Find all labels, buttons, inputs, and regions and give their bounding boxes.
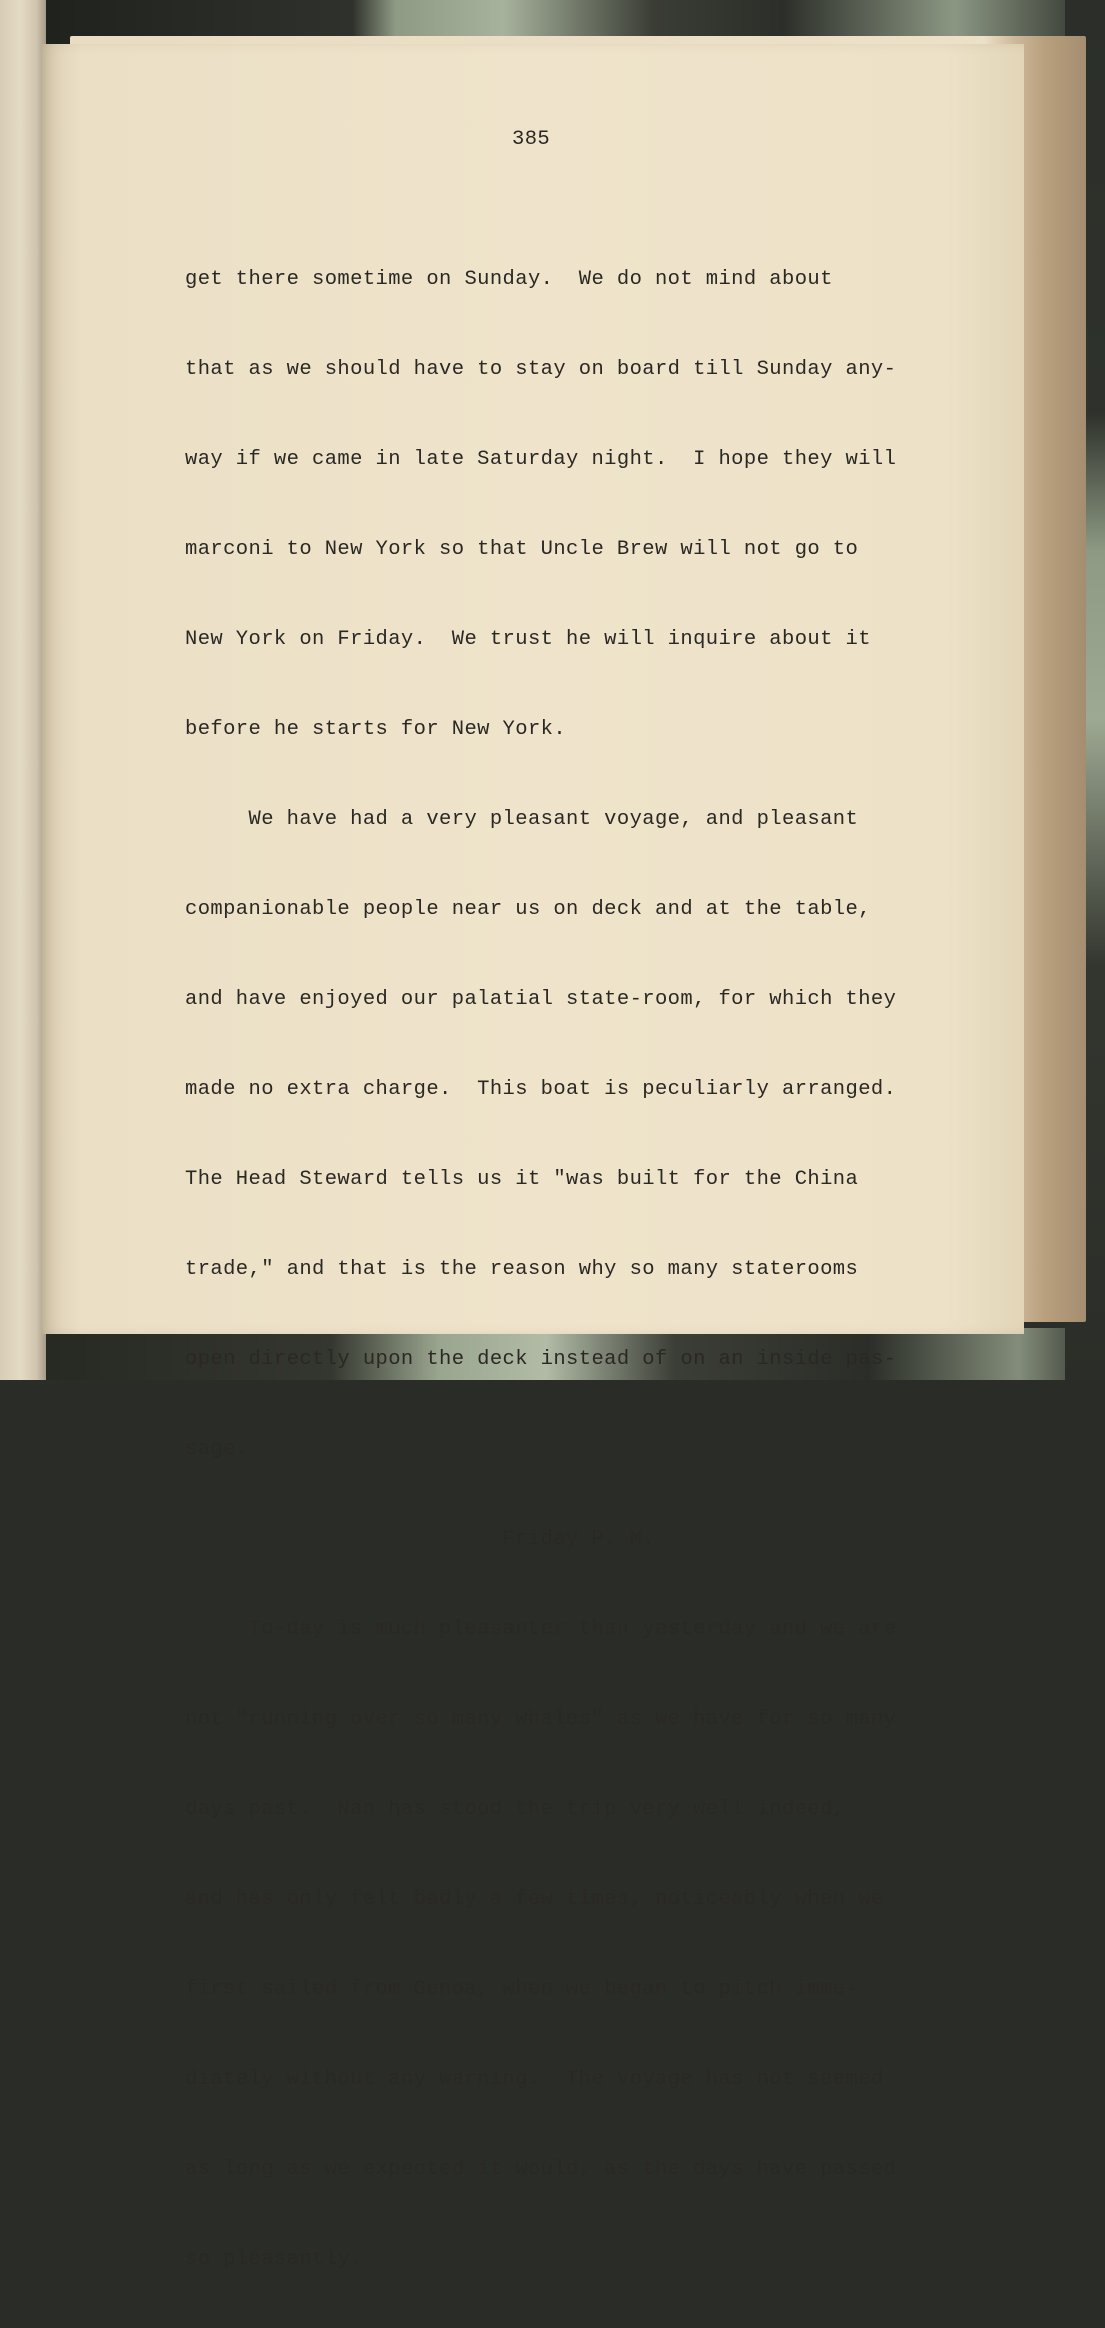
text-line: and has only felt badly a few times, noticeably when we: [185, 1888, 884, 1911]
text-line: not "running over so many whales" as we have for so many: [185, 1708, 897, 1731]
text-line: open directly upon the deck instead of on an inside pas-: [185, 1348, 897, 1371]
text-line: before he starts for New York.: [185, 718, 567, 741]
date-heading: Friday P. M.: [185, 1528, 655, 1551]
text-line: first sailed from Genoa, when we began to pitch imme-: [185, 1978, 859, 2001]
text-line: companionable people near us on deck and at the table,: [185, 898, 871, 921]
text-line: To-day is much pleasanter than yesterday and we are: [185, 1618, 897, 1641]
text-line: trade," and that is the reason why so many staterooms: [185, 1258, 859, 1281]
text-line: sage.: [185, 1438, 249, 1461]
text-line: and have enjoyed our palatial state-room, for which they: [185, 988, 897, 1011]
facing-page-edge: [0, 0, 46, 1380]
page-number: 385: [512, 128, 551, 151]
text-line: that as we should have to stay on board till Sunday any-: [185, 358, 897, 381]
text-line: diately without any warning. The voyage has not seemed: [185, 2068, 884, 2091]
text-line: way if we came in late Saturday night. I hope they will: [185, 448, 897, 471]
page-body: [185, 212, 896, 2328]
text-line: We have had a very pleasant voyage, and pleasant: [185, 808, 859, 831]
text-line: New York on Friday. We trust he will inquire about it: [185, 628, 871, 651]
text-line: marconi to New York so that Uncle Brew will not go to: [185, 538, 859, 561]
text-line: days past. Nan has stood the trip very well indeed,: [185, 1798, 846, 1821]
text-line: get there sometime on Sunday. We do not mind about: [185, 268, 833, 291]
text-line: The Head Steward tells us it "was built for the China: [185, 1168, 859, 1191]
typed-page: [42, 44, 1024, 2271]
text-line: as long as we expected it would, as the days have passed: [185, 2158, 897, 2181]
text-line: made no extra charge. This boat is peculiarly arranged.: [185, 1078, 897, 1101]
text-line: so pleasantly.: [185, 2248, 363, 2271]
